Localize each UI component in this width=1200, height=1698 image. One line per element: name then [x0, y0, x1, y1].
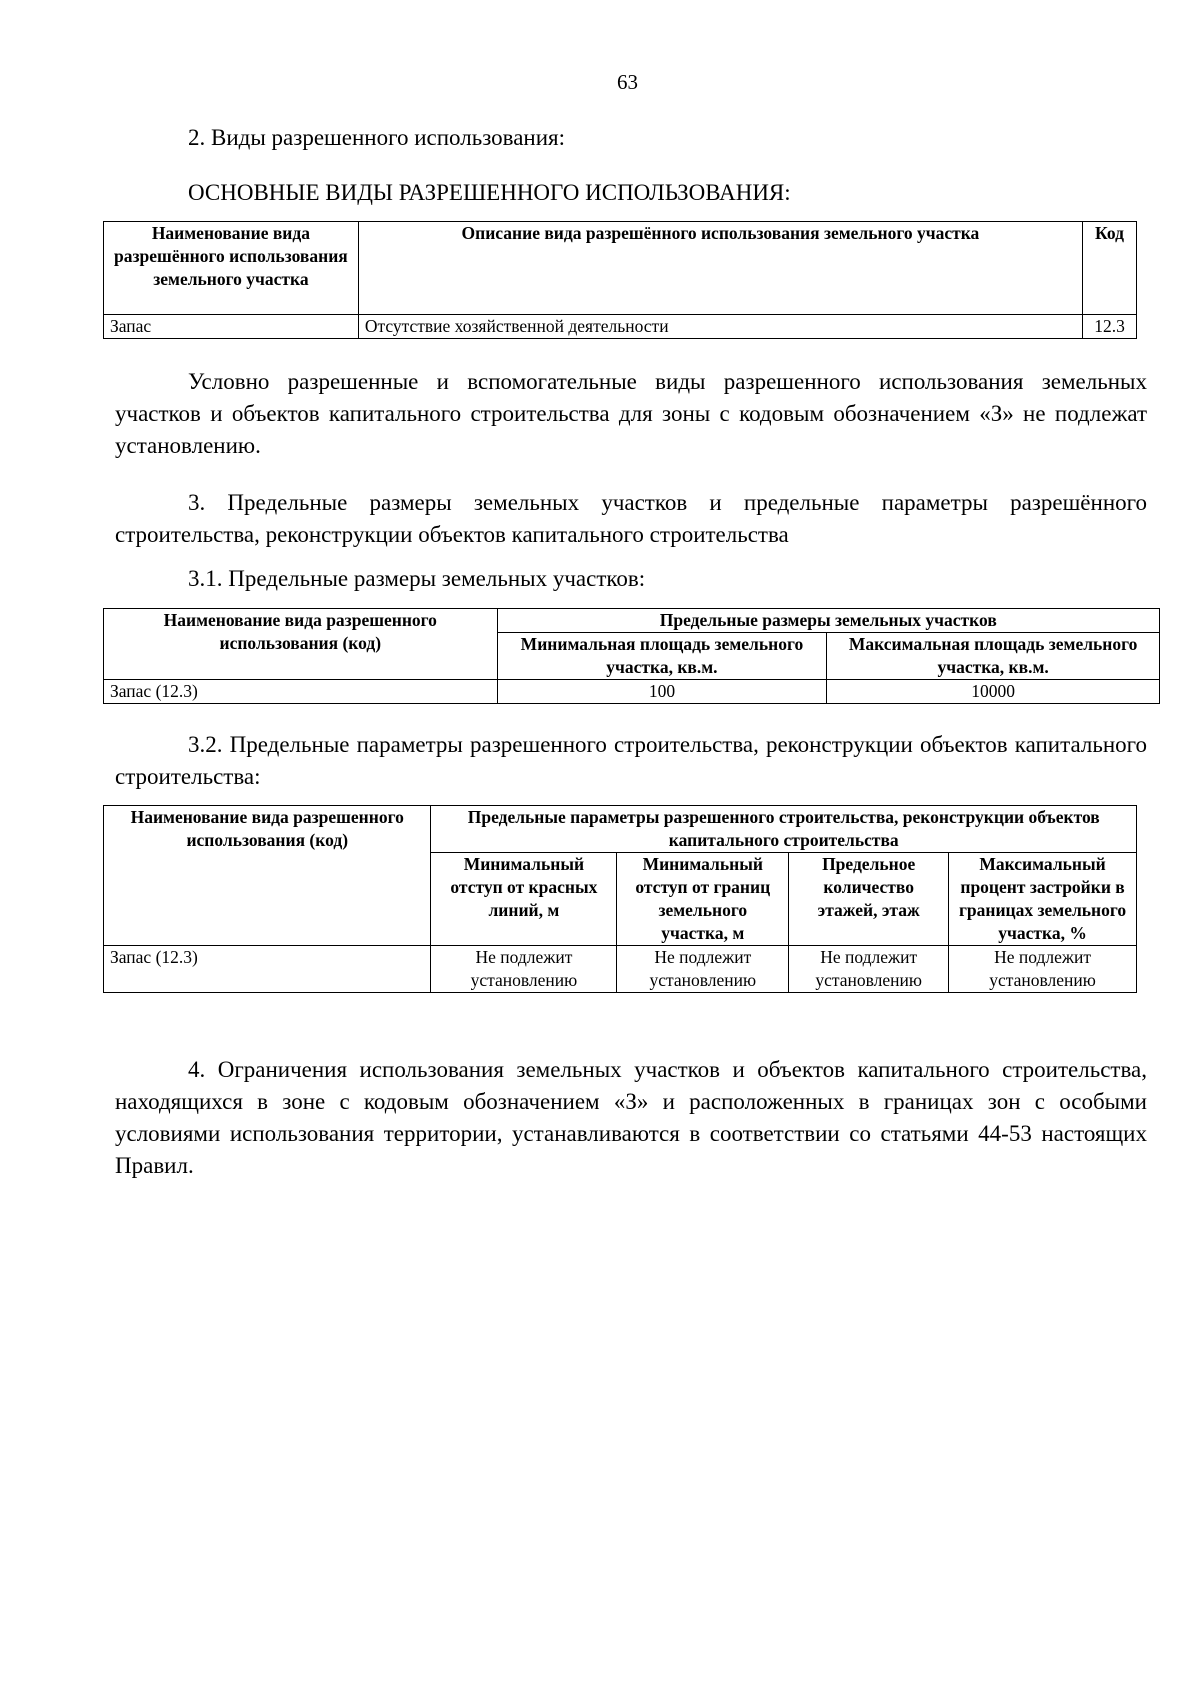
table-row [104, 946, 1137, 993]
table-header-cell: Минимальный отступ от границ земельного участка, м [617, 853, 789, 946]
section-3-2-paragraph: 3.2. Предельные параметры разрешенного строительства, реконструкции объектов капитального строительства: [115, 732, 1147, 789]
conditional-uses-paragraph: Условно разрешенные и вспомогательные виды разрешенного использования земельных участков и объектов капитального строительства для зоны с кодовым обозначением «З» не подлежат установлению. [115, 369, 1147, 458]
table-header-row [104, 222, 1137, 315]
table-header-row [104, 609, 1160, 633]
main-uses-heading: ОСНОВНЫЕ ВИДЫ РАЗРЕШЕННОГО ИСПОЛЬЗОВАНИЯ: [188, 180, 791, 205]
table-header-cell: Наименование вида разрешённого использования земельного участка [104, 222, 359, 315]
table-header-cell: Предельные параметры разрешенного строительства, реконструкции объектов капитального строительства [431, 806, 1137, 853]
table-header-cell: Описание вида разрешённого использования земельного участка [358, 222, 1082, 315]
table-header-row [104, 806, 1137, 853]
table-cell: 100 [497, 680, 827, 704]
section-4-paragraph: 4. Ограничения использования земельных участков и объектов капитального строительства, находящихся в зоне с кодовым обозначением «З» и расположенных в границах зон с особыми условиями использования территории, устанавливаются в соответствии со статьями 44-53 настоящих Правил. [115, 1057, 1147, 1178]
section-3-paragraph: 3. Предельные размеры земельных участков и предельные параметры разрешённого строительства, реконструкции объектов капитального строительства [115, 490, 1147, 547]
table-cell: Отсутствие хозяйственной деятельности [358, 315, 1082, 339]
section-3-1-title: 3.1. Предельные размеры земельных участков: [188, 566, 646, 591]
table-cell: Не подлежит установлению [789, 946, 949, 993]
table-header-cell: Минимальная площадь земельного участка, кв.м. [497, 633, 827, 680]
table-header-cell: Код [1083, 222, 1137, 315]
plot-sizes-table [103, 608, 1160, 704]
table-cell: Не подлежит установлению [617, 946, 789, 993]
table-cell: Запас [104, 315, 359, 339]
table-header-cell: Максимальная площадь земельного участка, кв.м. [827, 633, 1160, 680]
construction-parameters-table [103, 805, 1137, 993]
table-header-cell: Минимальный отступ от красных линий, м [431, 853, 617, 946]
table-cell: Не подлежит установлению [431, 946, 617, 993]
table-cell: Запас (12.3) [104, 946, 431, 993]
table-cell: 12.3 [1083, 315, 1137, 339]
table-header-cell: Предельные размеры земельных участков [497, 609, 1159, 633]
table-cell: Не подлежит установлению [949, 946, 1137, 993]
page-number: 63 [617, 70, 638, 94]
table-header-cell: Наименование вида разрешенного использования (код) [104, 806, 431, 946]
table-cell: Запас (12.3) [104, 680, 498, 704]
permitted-uses-table [103, 221, 1137, 339]
table-header-cell: Наименование вида разрешенного использования (код) [104, 609, 498, 680]
table-header-cell: Предельное количество этажей, этаж [789, 853, 949, 946]
table-row [104, 315, 1137, 339]
section-2-title: 2. Виды разрешенного использования: [188, 125, 565, 150]
table-cell: 10000 [827, 680, 1160, 704]
table-header-cell: Максимальный процент застройки в границах земельного участка, % [949, 853, 1137, 946]
table-row [104, 680, 1160, 704]
